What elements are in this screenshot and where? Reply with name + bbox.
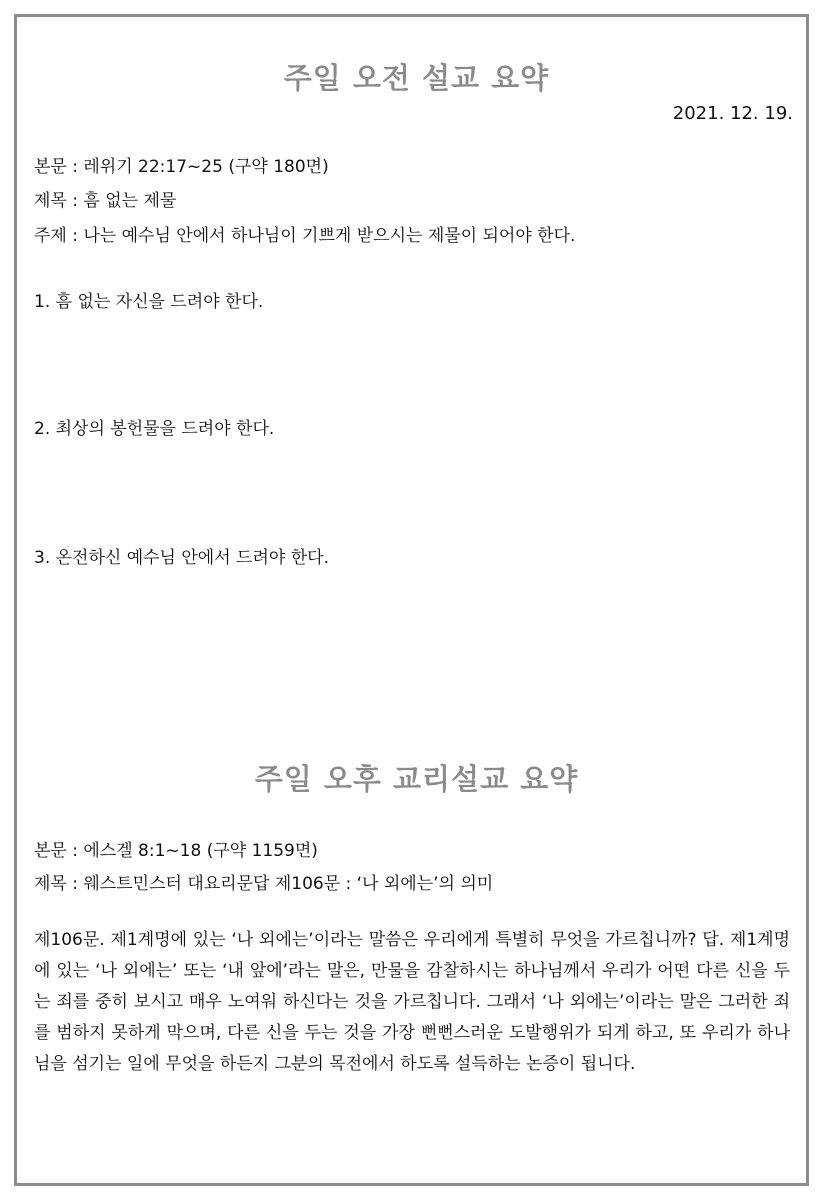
morning-theme: 주제 : 나는 예수님 안에서 하나님이 기쁘게 받으시는 제물이 되어야 한다.	[34, 226, 576, 246]
morning-scripture: 본문 : 레위기 22:17~25 (구약 180면)	[34, 157, 329, 177]
catechism-answer-paragraph: 제106문. 제1계명에 있는 ‘나 외에는’이라는 말씀은 우리에게 특별히 무엇을 가르칩니까? 답. 제1계명에 있는 ‘나 외에는’ 또는 ‘내 앞에’라는 말은, 만물을 감찰하시는 하나님께서 우리가 어떤 다른 신을 두는 죄를 중히 보시고 매우 노여워 하신다는 것을 가르칩니다. 그래서 ‘나 외에는’이라는 말은 그러한 죄를 범하지 못하게 막으며, 다른 신을 두는 것을 가장 뻔뻔스러운 도발행위가 되게 하고, 또 우리가 하나님을 섬기는 일에 무엇을 하든지 그분의 목전에서 하도록 설득하는 논증이 됩니다.	[34, 930, 790, 1074]
morning-sermon-title: 주일 오전 설교 요약	[283, 61, 550, 95]
afternoon-sermon-title: 주일 오후 교리설교 요약	[254, 762, 579, 796]
afternoon-sermon-subject: 제목 : 웨스트민스터 대요리문답 제106문 : ‘나 외에는’의 의미	[34, 874, 494, 894]
sermon-date: 2021. 12. 19.	[672, 103, 793, 124]
afternoon-scripture: 본문 : 에스겔 8:1~18 (구약 1159면)	[34, 841, 318, 861]
morning-sermon-subject: 제목 : 흠 없는 제물	[34, 191, 177, 211]
sermon-point-2: 2. 최상의 봉헌물을 드려야 한다.	[34, 419, 275, 439]
sermon-point-3: 3. 온전하신 예수님 안에서 드려야 한다.	[34, 548, 329, 568]
sermon-point-1: 1. 흠 없는 자신을 드려야 한다.	[34, 292, 264, 312]
